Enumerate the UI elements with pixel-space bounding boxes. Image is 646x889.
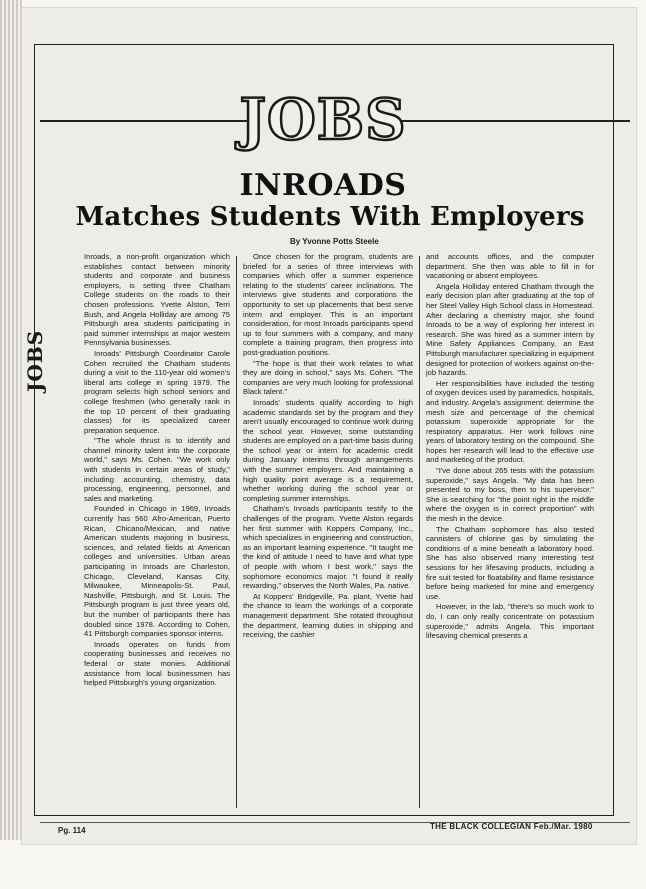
page-number: Pg. 114: [58, 826, 86, 835]
byline: By Yvonne Potts Steele: [290, 237, 379, 246]
paragraph: "The hope is that their work relates to what they are doing in school," says Ms. Cohen. "The companies are very much looking for professional Black talent.": [243, 358, 413, 397]
headline-secondary: Matches Students With Employers: [75, 202, 585, 232]
column-divider: [236, 256, 237, 808]
paragraph: "I've done about 265 tests with the potassium superoxide," says Angela. "My data has been presented to my boss, then to his supervisor." She is searching for "the point right in the middle where the oxygen is in correct proportion" with the mesh in the device.: [426, 466, 594, 524]
article-column-3: [426, 252, 594, 812]
paragraph: Inroads operates on funds from cooperating businesses and receives no federal or state monies. Additional assistance from local businessmen has helped Pittsburgh's young organization.: [84, 639, 230, 688]
paragraph: Angela Holliday entered Chatham through the early decision plan after graduating at the top of her Steel Valley High School class in Homestead. After declaring a chemistry major, she found Inroads to be a way of exploring her interest in research. She was hired as a summer intern by Mine Safety Appliances Company, an East Pittsburgh manufacturer specializing in equipment designed for protection of workers against on-the-job hazards.: [426, 281, 594, 378]
paragraph: Inroads, a non-profit organization which establishes contact between minority students and corporate and business employers, is setting three Chatham College students on the roads to their chosen professions. Yvette Alston, Terri Bush, and Angela Holliday are among 75 Pittsburgh area students participating in paid summer internships at major western Pennsylvania businesses.: [84, 252, 230, 348]
paragraph: The Chatham sophomore has also tested cannisters of chlorine gas by simulating the conditions of a mine beneath a laboratory hood. She has also observed many interesting test sessions for her lifesaving products, including a fire suit tested for floatability and flame resistance before being marketed for mine and emergency use.: [426, 524, 594, 601]
paragraph: However, in the lab, "there's so much work to do, I can only really concentrate on potassium superoxide," admits Angela. This important lifesaving chemical presents a: [426, 602, 594, 641]
headline-primary: INROADS: [239, 168, 407, 203]
paragraph: "The whole thrust is to identify and channel minority talent into the corporate world," says Ms. Cohen. "We work only with students in certain areas of study," including accounting, chemistry, data processing, engineering, personnel, and sales and marketing.: [84, 436, 230, 503]
paragraph: Her responsibilities have included the testing of oxygen devices used by paramedics, hospitals, and industry. Angela's assignment: determine the mesh size and percentage of the chemical potassium superoxide appropriate for the respiratory apparatus. Her work follows nine years of laboratory testing on the compound. She hopes her research will lead to the effective use and marketing of the product.: [426, 378, 594, 465]
paragraph: Inroads' students qualify according to high academic standards set by the program and they aren't usually encouraged to continue work during the school year. However, some outstanding students are employed on a part-time basis during the school year or intern for academic credit during January interims through arrangements with the summer employers. And maintaining a high quality point average is a requirement, whether working during the school year or completing summer internships.: [243, 397, 413, 503]
paragraph: Once chosen for the program, students are briefed for a series of three interviews with companies which offer a summer experience relating to the students' career inclinations. The interviews give students and corporations the opportunity to set up placements that best serve intern and employer. This is an important consideration, for most Inroads participants spend up to four summers with a company, and many complete a training program, then progress into post-graduation positions.: [243, 252, 413, 357]
side-section-label: JOBS: [23, 329, 47, 392]
column-divider: [419, 256, 420, 808]
section-logo: JOBS: [239, 87, 407, 153]
article-column-2: [243, 252, 413, 812]
publication-title: THE BLACK COLLEGIAN Feb./Mar. 1980: [430, 822, 593, 831]
paragraph: At Koppers' Bridgeville, Pa. plant, Yvette had the chance to learn the workings of a corporate management department. She rotated throughout the department, learning duties in shipping and receiving, the cashier: [243, 591, 413, 640]
paragraph: Founded in Chicago in 1969, Inroads currently has 560 Afro-American, Puerto Rican, Chicano/Mexican, and native American students majoring in business, sciences, and related fields at American colleges and universities. Urban areas participating in Inroads are Charleston, Chicago, Cleveland, Kansas City, Milwaukee, Minneapolis-St. Paul, Nashville, Pittsburgh, and St. Louis. The Pittsburgh program is just three years old, but the number of participants there has doubled since 1978. According to Cohen, 41 Pittsburgh companies sponsor interns.: [84, 504, 230, 639]
paragraph: and accounts offices, and the computer department. She then was able to fill in for vacationing or absent employees.: [426, 252, 594, 281]
paragraph: Chatham's Inroads participants testify to the challenges of the program. Yvette Alston regards her first summer with Koppers Company, Inc., which specializes in engineering and construction, as an important learning experience. "It taught me the kind of attitude I need to have and what type of people with whom I best work," says the sophomore economics major. "I found it really rewarding," observes the North Wales, Pa. native.: [243, 504, 413, 591]
paragraph: Inroads' Pittsburgh Coordinator Carole Cohen recruited the Chatham students during a visit to the 110-year old women's liberal arts college in spring 1979. The program selects high school seniors and college freshmen (who generally rank in the top 10 percent of their graduating classes) for its specialized career preparation sequence.: [84, 348, 230, 435]
article-column-1: [84, 252, 230, 812]
